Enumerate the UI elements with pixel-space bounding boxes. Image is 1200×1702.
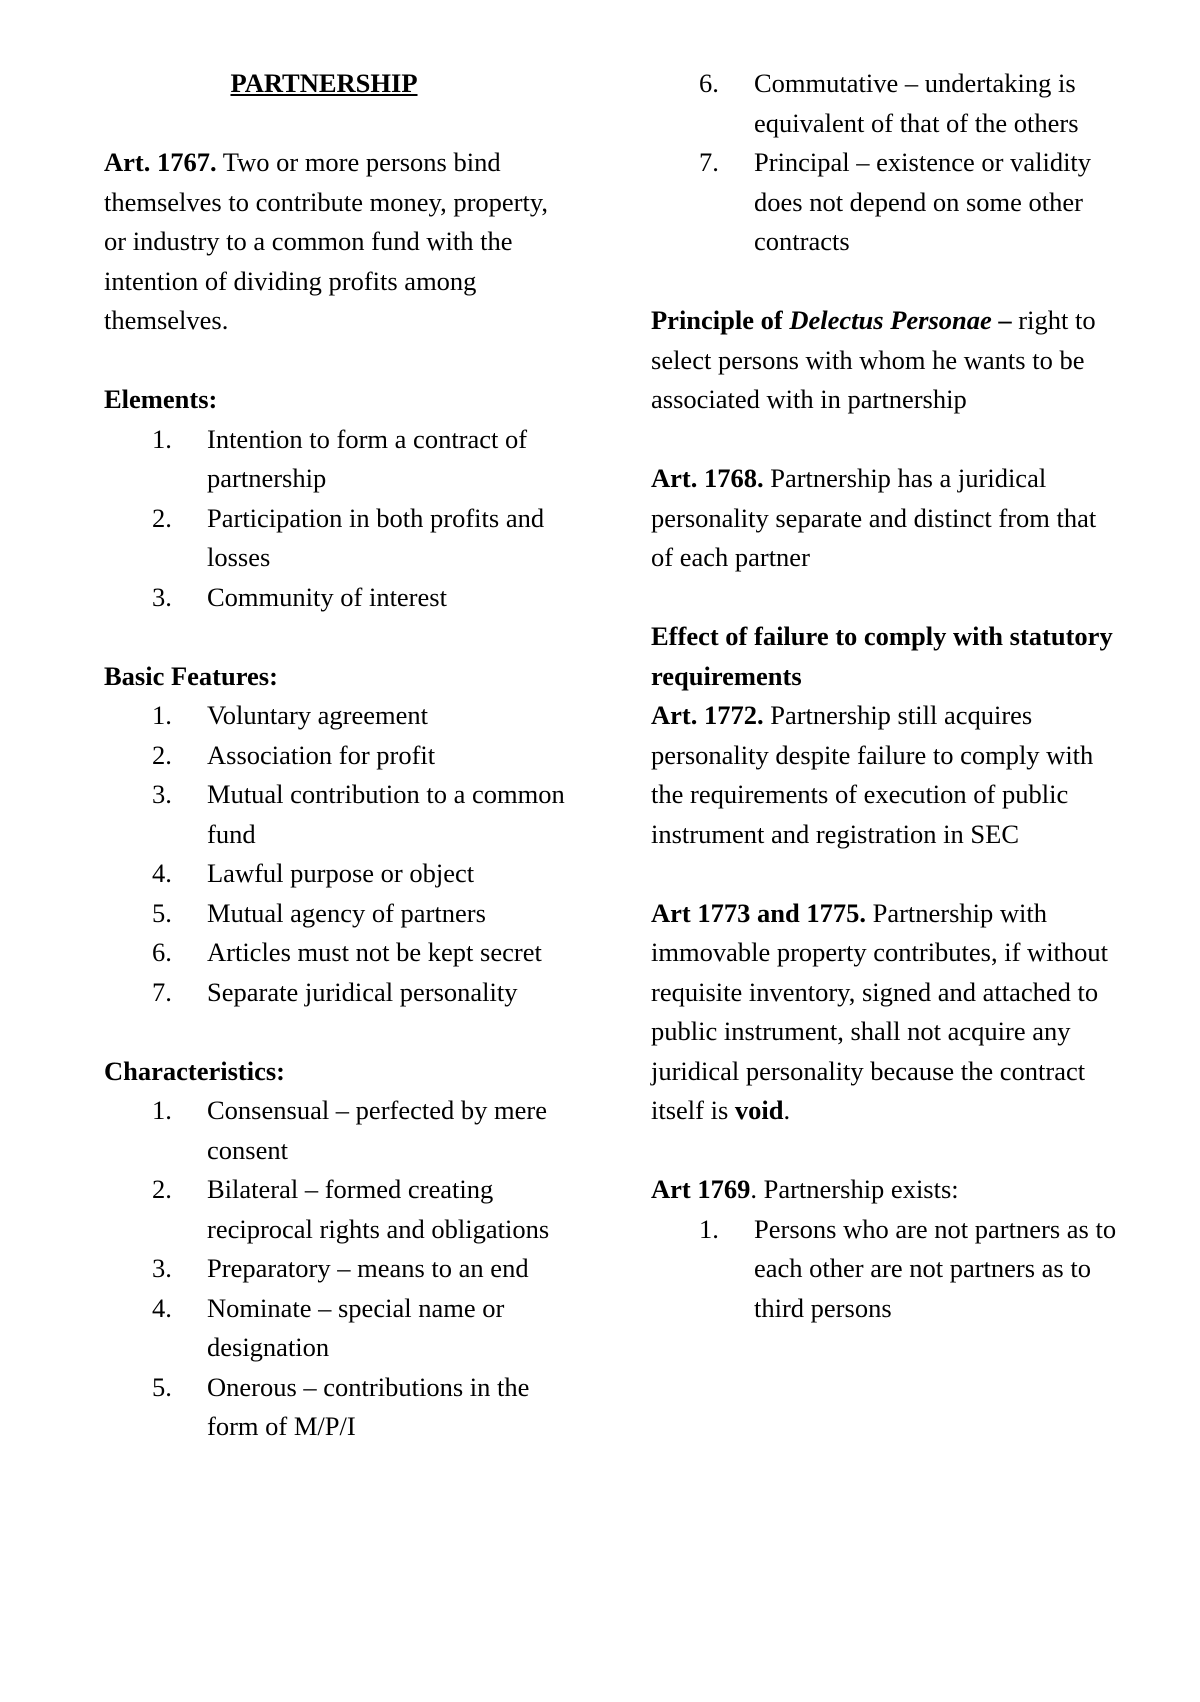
- art-1767-paragraph: [104, 143, 574, 341]
- list-item: 4. Nominate – special name or designation: [152, 1292, 505, 1362]
- delectus-personae-paragraph: Principle of Delectus Personae – right to select persons with whom he wants to be associated with in partnership: [651, 305, 1096, 414]
- right-column: [651, 64, 1121, 1328]
- art-1772-label: Art. 1772.: [651, 700, 764, 730]
- list-item: 1. Intention to form a contract of partnership: [152, 423, 528, 493]
- list-item: 5. Mutual agency of partners: [152, 897, 486, 928]
- art-1769-list: [651, 1210, 1121, 1329]
- list-item: 1. Persons who are not partners as to each other are not partners as to third persons: [699, 1213, 1117, 1323]
- elements-heading: Elements:: [104, 384, 218, 414]
- characteristics-list: [104, 1091, 574, 1447]
- list-item: 2. Bilateral – formed creating reciprocal rights and obligations: [152, 1174, 550, 1244]
- art-1768-label: Art. 1768.: [651, 463, 764, 493]
- left-column: [104, 64, 574, 1447]
- list-item: 4. Lawful purpose or object: [152, 858, 475, 888]
- characteristics-list-continued: [651, 64, 1121, 262]
- basic-features-list: [104, 696, 574, 1012]
- list-item: 6. Commutative – undertaking is equivalent of that of the others: [699, 68, 1079, 138]
- art-1773-paragraph: Art 1773 and 1775. Partnership with immovable property contributes, if without requisite inventory, signed and attached to public instrument, shall not acquire any juridical personality because the contract itself is void.: [651, 897, 1109, 1125]
- art-1768-paragraph: Art. 1768. Partnership has a juridical personality separate and distinct from that of each partner: [651, 463, 1097, 572]
- elements-list: [104, 420, 574, 618]
- art-1769-paragraph: Art 1769. Partnership exists:: [651, 1174, 959, 1204]
- art-1767-text: Two or more persons bind themselves to contribute money, property, or industry to a common fund with the intention of dividing profits among themselves.: [104, 147, 549, 335]
- list-item: 3. Community of interest: [152, 581, 447, 612]
- list-item: 6. Articles must not be kept secret: [152, 937, 542, 967]
- list-item: 2. Association for profit: [152, 739, 436, 770]
- list-item: 7. Principal – existence or validity does not depend on some other contracts: [699, 147, 1092, 256]
- characteristics-heading: Characteristics:: [104, 1055, 286, 1086]
- list-item: 1. Consensual – perfected by mere consent: [152, 1095, 547, 1165]
- art-1772-paragraph: Art. 1772. Partnership still acquires personality despite failure to comply with the requirements of execution of public instrument and registration in SEC: [651, 700, 1094, 849]
- list-item: 3. Preparatory – means to an end: [152, 1253, 529, 1283]
- list-item: 1. Voluntary agreement: [152, 700, 429, 730]
- list-item: 3. Mutual contribution to a common fund: [152, 779, 565, 849]
- effect-heading: Effect of failure to comply with statutory requirements: [651, 621, 1113, 691]
- document-title: PARTNERSHIP: [230, 68, 418, 98]
- list-item: 2. Participation in both profits and losses: [152, 502, 545, 572]
- basic-features-heading: Basic Features:: [104, 660, 278, 691]
- art-1769-label: Art 1769: [651, 1174, 751, 1204]
- list-item: 5. Onerous – contributions in the form of M/P/I: [152, 1371, 530, 1441]
- list-item: 7. Separate juridical personality: [152, 976, 518, 1007]
- art-1773-label: Art 1773 and 1775.: [651, 897, 866, 928]
- art-1767-label: Art. 1767.: [104, 147, 217, 177]
